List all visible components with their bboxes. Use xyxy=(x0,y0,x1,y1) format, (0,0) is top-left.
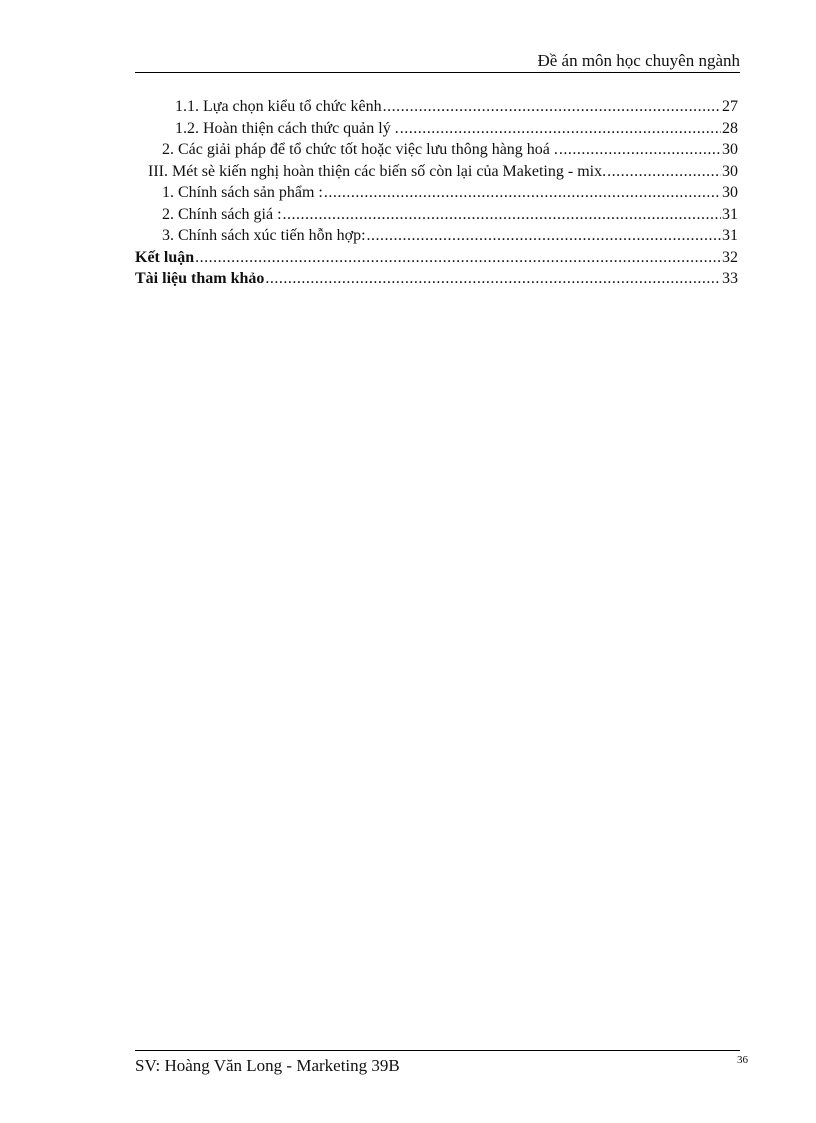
toc-entry-label: 1.2. Hoàn thiện cách thức quản lý . xyxy=(175,119,399,137)
toc-entry xyxy=(135,98,738,120)
toc-leader xyxy=(324,184,721,202)
toc-leader xyxy=(607,163,721,181)
toc-entry xyxy=(135,141,738,163)
toc-leader xyxy=(383,98,721,116)
toc-entry-label: III. Mét sè kiến nghị hoàn thiện các biến số còn lại của Maketing - mix. xyxy=(148,162,607,180)
toc-entry-page: 30 xyxy=(722,184,738,201)
toc-entry xyxy=(135,206,738,228)
toc-entry-label: 2. Các giải pháp để tổ chức tốt hoặc việc lưu thông hàng hoá . xyxy=(162,141,558,158)
toc-leader xyxy=(195,249,721,267)
footer-divider xyxy=(135,1050,740,1051)
toc-entry-page: 31 xyxy=(722,227,738,244)
toc-entry-page: 30 xyxy=(722,141,738,158)
toc-entry xyxy=(135,249,738,271)
toc-entry-page: 31 xyxy=(722,205,738,223)
header-title: Đề án môn học chuyên ngành xyxy=(537,51,740,70)
toc-leader xyxy=(559,141,721,159)
toc-entry xyxy=(135,227,738,249)
toc-entry-label: 1.1. Lựa chọn kiểu tổ chức kênh xyxy=(175,98,382,115)
toc-leader xyxy=(367,227,721,245)
toc-entry-page: 28 xyxy=(722,119,738,137)
toc-entry xyxy=(135,120,738,142)
toc-entry xyxy=(135,270,738,292)
toc-entry-page: 33 xyxy=(722,270,738,287)
toc-entry-label: Tài liệu tham khảo xyxy=(135,270,265,287)
toc-entry-label: Kết luận xyxy=(135,248,195,266)
page-number: 36 xyxy=(737,1054,748,1066)
table-of-contents xyxy=(135,98,738,292)
toc-entry xyxy=(135,163,738,185)
toc-entry-page: 27 xyxy=(722,98,738,115)
toc-entry-label: 1. Chính sách sản phẩm : xyxy=(162,184,323,201)
page-header xyxy=(135,51,740,73)
toc-leader xyxy=(265,270,721,288)
toc-leader xyxy=(400,120,721,138)
toc-entry-label: 3. Chính sách xúc tiến hỗn hợp: xyxy=(162,227,366,244)
toc-entry xyxy=(135,184,738,206)
toc-leader xyxy=(283,206,721,224)
footer-author: SV: Hoàng Văn Long - Marketing 39B xyxy=(135,1056,400,1075)
toc-entry-page: 30 xyxy=(722,162,738,180)
toc-entry-page: 32 xyxy=(722,248,738,266)
toc-entry-label: 2. Chính sách giá : xyxy=(162,205,282,223)
